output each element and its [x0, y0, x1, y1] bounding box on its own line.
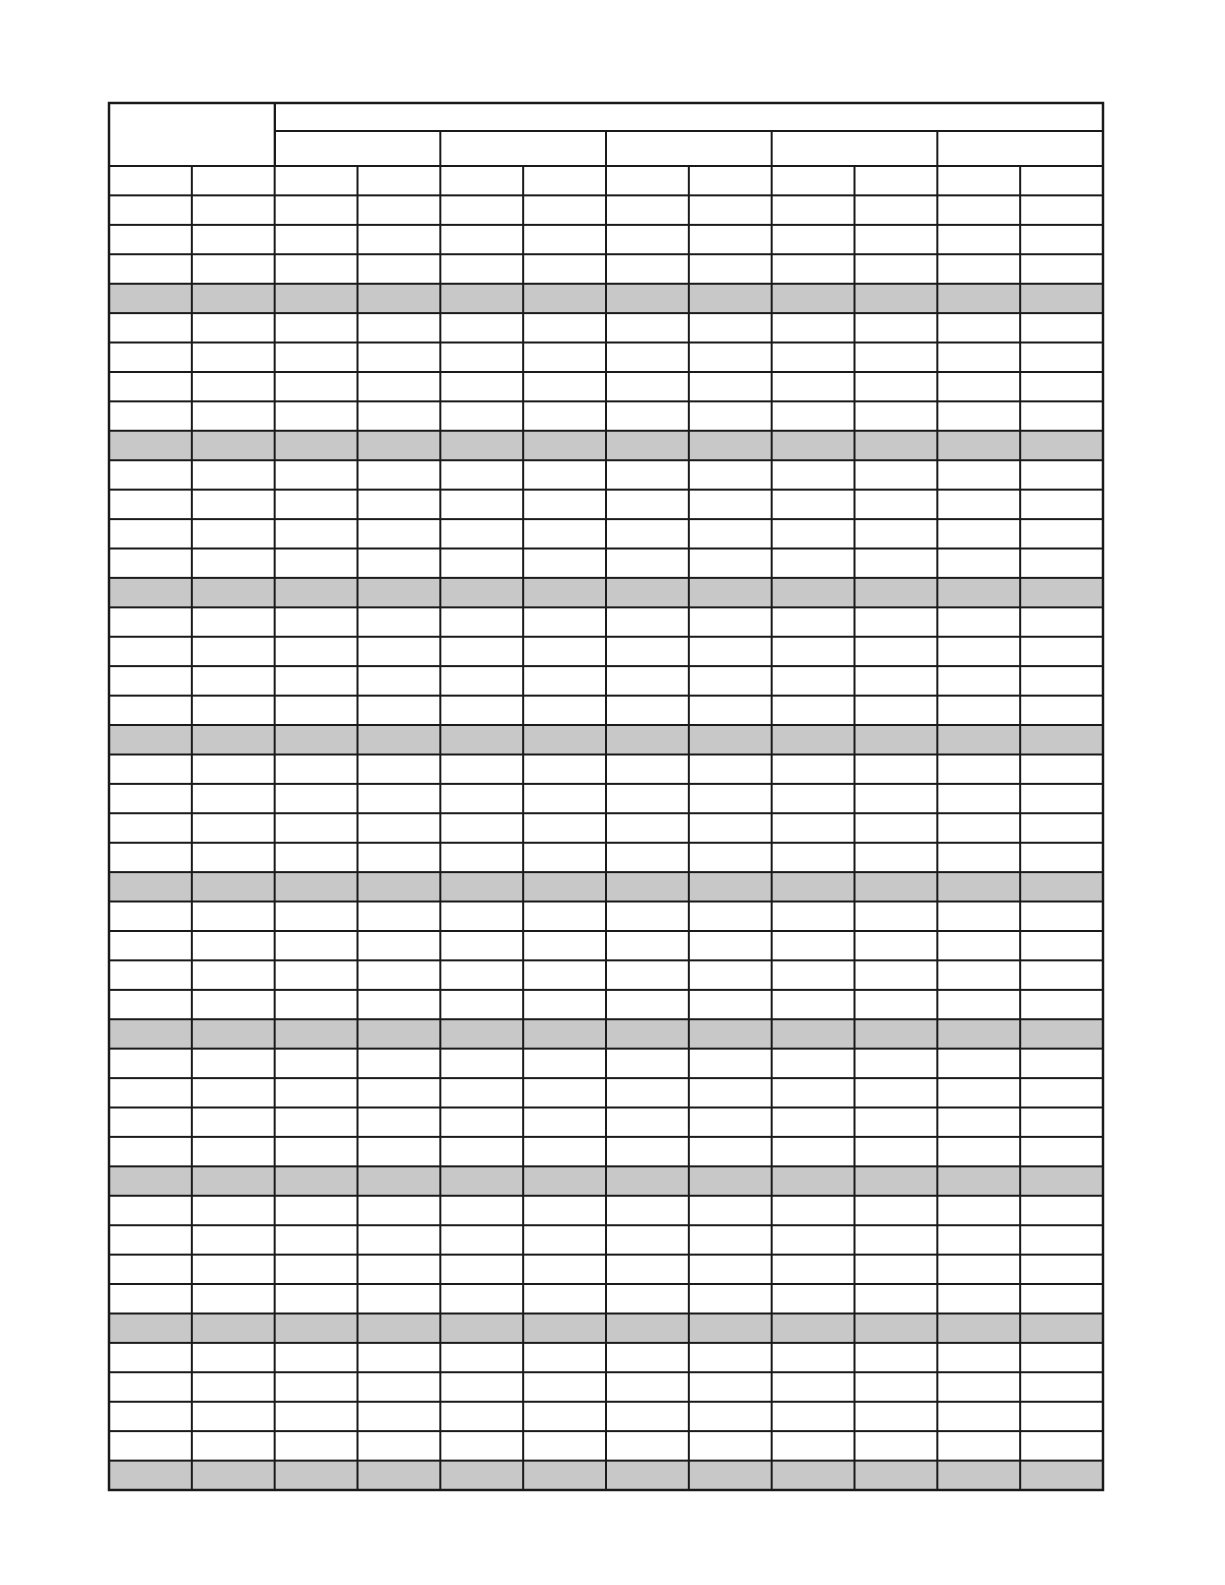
grid-header: [109, 103, 275, 166]
header-corner-cell: [109, 103, 275, 166]
